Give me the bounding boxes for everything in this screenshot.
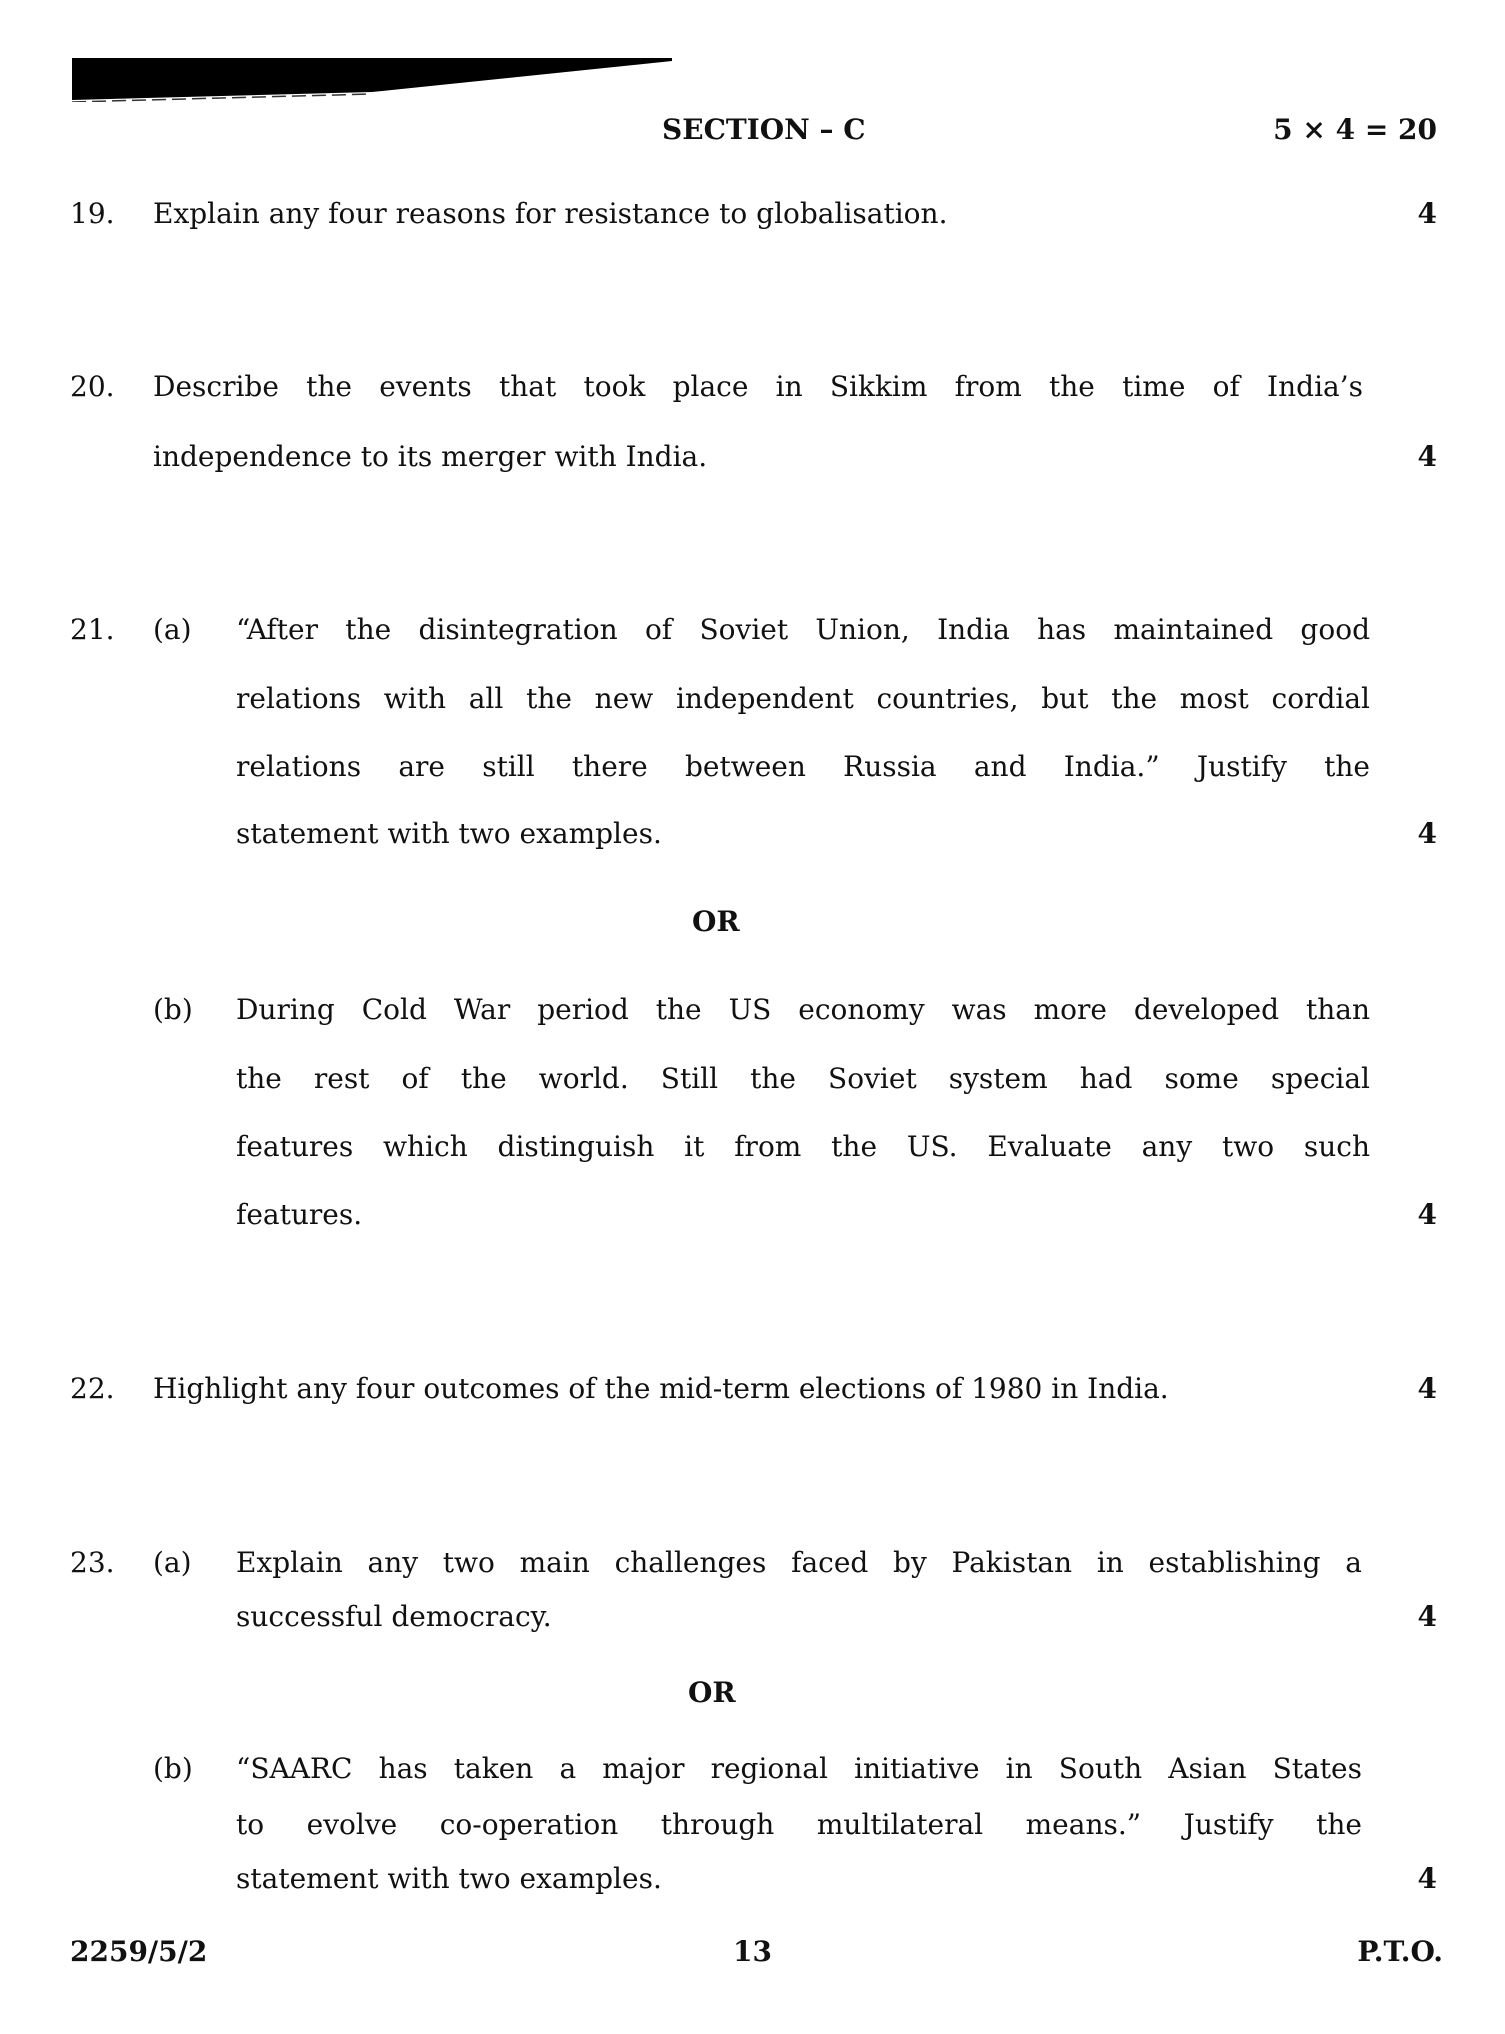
question-number: 19. bbox=[70, 197, 115, 230]
question-marks: 4 bbox=[1417, 440, 1437, 473]
question-text: to evolve co-operation through multilateral means.” Justify the bbox=[236, 1808, 1362, 1841]
question-text: Describe the events that took place in Sikkim from the time of India’s bbox=[153, 370, 1363, 403]
question-text: “After the disintegration of Soviet Union, India has maintained good bbox=[236, 613, 1370, 646]
question-text: successful democracy. bbox=[236, 1600, 552, 1633]
or-divider: OR bbox=[688, 1676, 736, 1709]
question-marks: 4 bbox=[1417, 197, 1437, 230]
question-text: relations are still there between Russia and India.” Justify the bbox=[236, 750, 1370, 783]
page-number: 13 bbox=[733, 1935, 772, 1968]
question-number: 20. bbox=[70, 370, 115, 403]
question-text: Explain any two main challenges faced by Pakistan in establishing a bbox=[236, 1546, 1362, 1579]
question-text: features which distinguish it from the US. Evaluate any two such bbox=[236, 1130, 1370, 1163]
question-text: independence to its merger with India. bbox=[153, 440, 708, 473]
scan-artifact-black-bar bbox=[72, 58, 672, 102]
question-text: Highlight any four outcomes of the mid-term elections of 1980 in India. bbox=[153, 1372, 1169, 1405]
or-divider: OR bbox=[692, 905, 740, 938]
option-label: (b) bbox=[153, 993, 193, 1026]
option-label: (a) bbox=[153, 1546, 192, 1579]
question-number: 21. bbox=[70, 613, 115, 646]
question-text: features. bbox=[236, 1198, 363, 1231]
question-text: “SAARC has taken a major regional initiative in South Asian States bbox=[236, 1752, 1362, 1785]
question-marks: 4 bbox=[1417, 817, 1437, 850]
question-number: 22. bbox=[70, 1372, 115, 1405]
question-marks: 4 bbox=[1417, 1862, 1437, 1895]
question-text: relations with all the new independent countries, but the most cordial bbox=[236, 682, 1370, 715]
section-marks: 5 × 4 = 20 bbox=[1273, 113, 1437, 146]
question-text: Explain any four reasons for resistance to globalisation. bbox=[153, 197, 948, 230]
option-label: (a) bbox=[153, 613, 192, 646]
question-marks: 4 bbox=[1417, 1198, 1437, 1231]
option-label: (b) bbox=[153, 1752, 193, 1785]
question-marks: 4 bbox=[1417, 1372, 1437, 1405]
question-marks: 4 bbox=[1417, 1600, 1437, 1633]
question-number: 23. bbox=[70, 1546, 115, 1579]
question-text: During Cold War period the US economy was more developed than bbox=[236, 993, 1370, 1026]
question-text: the rest of the world. Still the Soviet system had some special bbox=[236, 1062, 1370, 1095]
paper-code: 2259/5/2 bbox=[70, 1935, 208, 1968]
question-text: statement with two examples. bbox=[236, 1862, 662, 1895]
please-turn-over: P.T.O. bbox=[1357, 1935, 1443, 1968]
section-title: SECTION – C bbox=[662, 113, 866, 146]
question-text: statement with two examples. bbox=[236, 817, 662, 850]
